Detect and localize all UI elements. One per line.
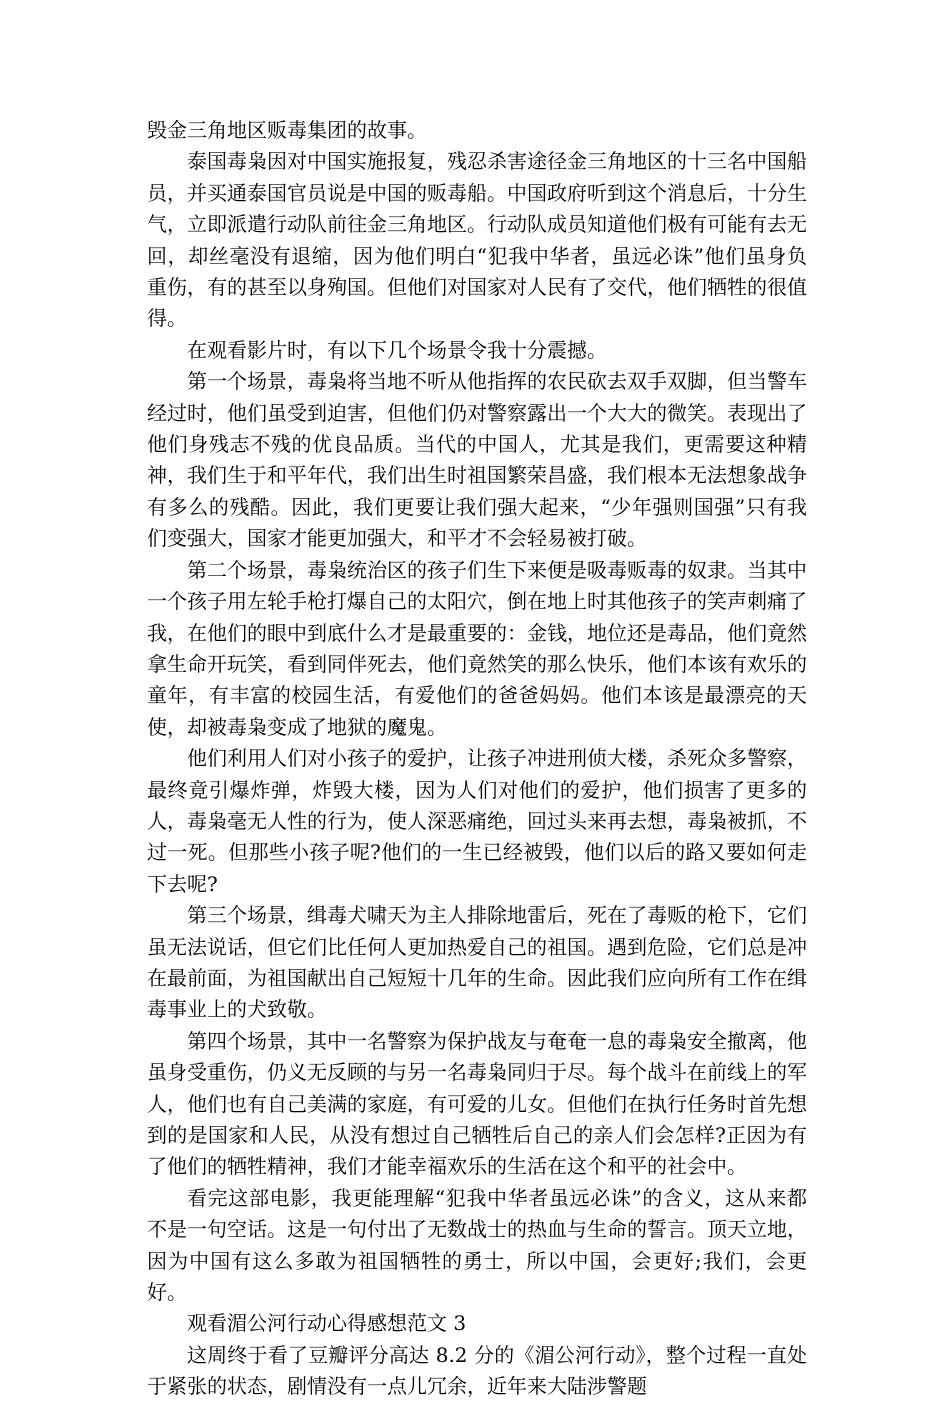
paragraph-essay-three-start: 这周终于看了豆瓣评分高达 8.2 分的《湄公河行动》，整个过程一直处于紧张的状态，剧情没有一点儿冗余，近年来大陆涉警题	[147, 1342, 807, 1399]
section-heading: 观看湄公河行动心得感想范文 3	[187, 1311, 467, 1336]
paragraph-children: 他们利用人们对小孩子的爱护，让孩子冲进刑侦大楼，杀死众多警察，最终竟引爆炸弹，炸毁大楼，因为人们对他们的爱护，他们损害了更多的人，毒枭毫无人性的行为，使人深恶痛绝，回过头来再去想，毒枭被抓，不过一死。但那些小孩子呢?他们的一生已经被毁，他们以后的路又要如何走下去呢?	[147, 746, 807, 896]
paragraph-background: 泰国毒枭因对中国实施报复，残忍杀害途径金三角地区的十三名中国船员，并买通泰国官员说是中国的贩毒船。中国政府听到这个消息后，十分生气，立即派遣行动队前往金三角地区。行动队成员知道他们极有可能有去无回，却丝毫没有退缩，因为他们明白“犯我中华者，虽远必诛”他们虽身负重伤，有的甚至以身殉国。但他们对国家对人民有了交代，他们牺牲的很值得。	[147, 149, 807, 331]
paragraph-scene-three: 第三个场景，缉毒犬啸天为主人排除地雷后，死在了毒贩的枪下，它们虽无法说话，但它们比任何人更加热爱自己的祖国。遇到危险，它们总是冲在最前面，为祖国献出自己短短十几年的生命。因此我们应向所有工作在缉毒事业上的犬致敬。	[147, 903, 807, 1022]
paragraph-conclusion: 看完这部电影，我更能理解“犯我中华者虽远必诛”的含义，这从来都不是一句空话。这是一句付出了无数战士的热血与生命的誓言。顶天立地，因为中国有这么多敢为祖国牺牲的勇士，所以中国，会更好;我们，会更好。	[147, 1185, 807, 1305]
paragraph-scene-two: 第二个场景，毒枭统治区的孩子们生下来便是吸毒贩毒的奴隶。当其中一个孩子用左轮手枪打爆自己的太阳穴，倒在地上时其他孩子的笑声刺痛了我，在他们的眼中到底什么才是最重要的：金钱，地位还是毒品，他们竟然拿生命开玩笑，看到同伴死去，他们竟然笑的那么快乐，他们本该有欢乐的童年，有丰富的校园生活，有爱他们的爸爸妈妈。他们本该是最漂亮的天使，却被毒枭变成了地狱的魔鬼。	[147, 557, 807, 739]
paragraph-scene-one: 第一个场景，毒枭将当地不听从他指挥的农民砍去双手双脚，但当警车经过时，他们虽受到迫害，但他们仍对警察露出一个大大的微笑。表现出了他们身残志不残的优良品质。当代的中国人，尤其是我们，更需要这种精神，我们生于和平年代，我们出生时祖国繁荣昌盛，我们根本无法想象战争有多么的残酷。因此，我们更要让我们强大起来，“少年强则国强”只有我们变强大，国家才能更加强大，和平才不会轻易被打破。	[147, 369, 807, 551]
paragraph-scene-four: 第四个场景，其中一名警察为保护战友与奄奄一息的毒枭安全撤离，他虽身受重伤，仍义无反顾的与另一名毒枭同归于尽。每个战斗在前线上的军人，他们也有自己美满的家庭，有可爱的儿女。但他们在执行任务时首先想到的是国家和人民，从没有想过自己牺牲后自己的亲人们会怎样?正因为有了他们的牺牲精神，我们才能幸福欢乐的生活在这个和平的社会中。	[147, 1028, 807, 1179]
paragraph-continuation: 毁金三角地区贩毒集团的故事。	[147, 118, 427, 142]
document-body	[147, 115, 807, 1403]
paragraph-intro-scenes: 在观看影片时，有以下几个场景令我十分震撼。	[187, 337, 607, 362]
